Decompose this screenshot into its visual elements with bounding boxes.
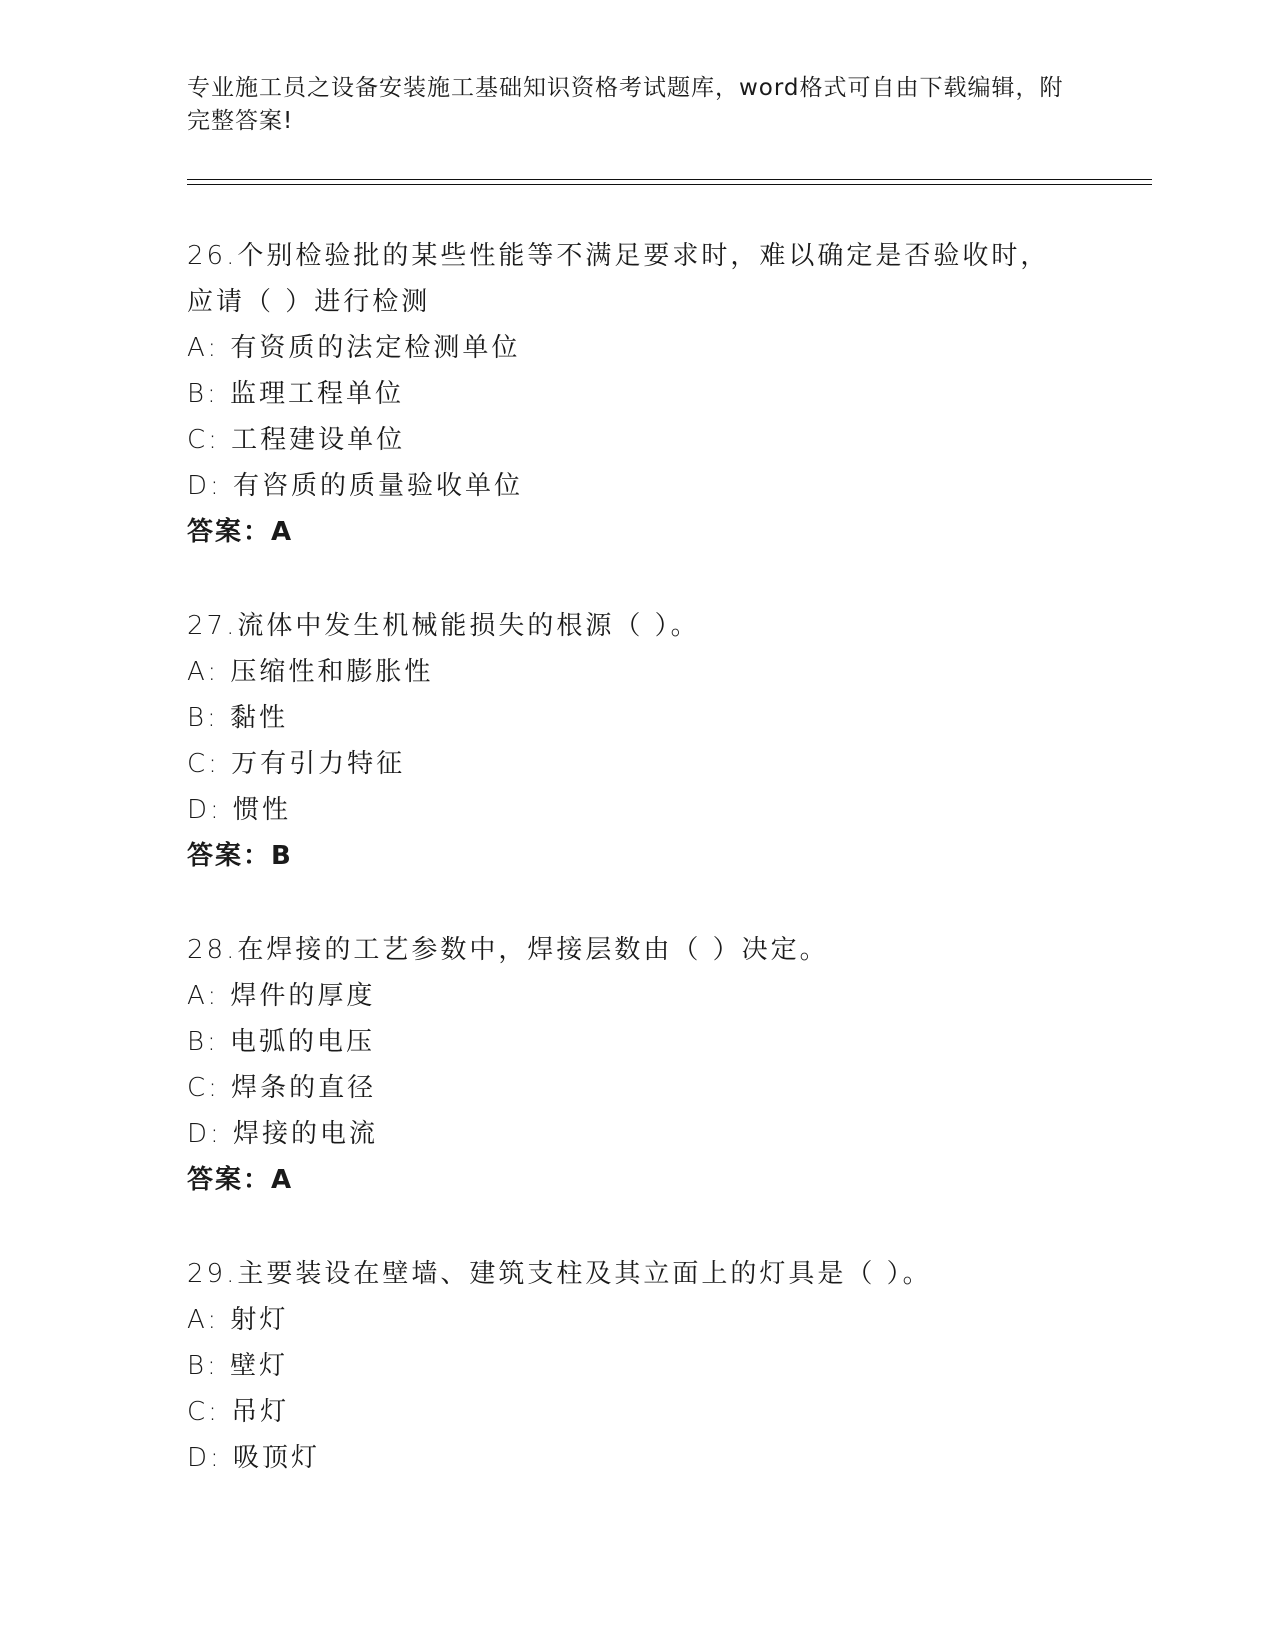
question-stem: 26.个别检验批的某些性能等不满足要求时，难以确定是否验收时，应请（ ）进行检测 — [187, 241, 1050, 317]
option-b: B: 电弧的电压 — [187, 1027, 376, 1057]
option-b: B: 黏性 — [187, 703, 289, 733]
answer: 答案：B — [187, 841, 293, 871]
option-b: B: 壁灯 — [187, 1351, 289, 1381]
question-26 — [187, 233, 1087, 555]
question-stem: 27.流体中发生机械能损失的根源（ ）。 — [187, 611, 700, 641]
question-27 — [187, 603, 1087, 879]
header-divider-bottom — [187, 184, 1152, 185]
option-a: A: 射灯 — [187, 1305, 289, 1335]
option-b: B: 监理工程单位 — [187, 379, 405, 409]
option-c: C: 焊条的直径 — [187, 1073, 377, 1103]
option-d: D: 有咨质的质量验收单位 — [187, 471, 524, 501]
option-a: A: 焊件的厚度 — [187, 981, 376, 1011]
question-stem: 29.主要装设在壁墙、建筑支柱及其立面上的灯具是（ ）。 — [187, 1259, 932, 1289]
option-a: A: 压缩性和膨胀性 — [187, 657, 434, 687]
option-c: C: 万有引力特征 — [187, 749, 406, 779]
answer: 答案：A — [187, 517, 294, 547]
question-29 — [187, 1251, 1087, 1481]
question-28 — [187, 927, 1087, 1203]
option-a: A: 有资质的法定检测单位 — [187, 333, 521, 363]
option-d: D: 吸顶灯 — [187, 1443, 321, 1473]
header-divider-top — [187, 179, 1152, 180]
option-d: D: 惯性 — [187, 795, 292, 825]
option-c: C: 吊灯 — [187, 1397, 290, 1427]
answer: 答案：A — [187, 1165, 294, 1195]
question-list — [187, 233, 1087, 1529]
question-stem: 28.在焊接的工艺参数中，焊接层数由（ ）决定。 — [187, 935, 829, 965]
option-c: C: 工程建设单位 — [187, 425, 406, 455]
document-header: 专业施工员之设备安装施工基础知识资格考试题库，word格式可自由下载编辑，附完整答案! — [187, 75, 1064, 134]
option-d: D: 焊接的电流 — [187, 1119, 379, 1149]
